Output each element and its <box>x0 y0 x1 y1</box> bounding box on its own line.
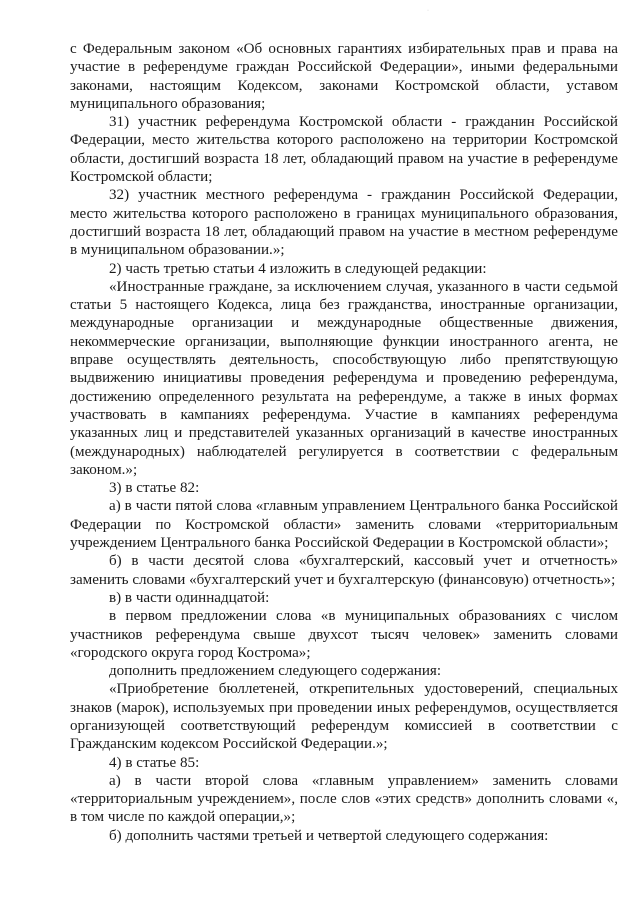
paragraph-article-85-b: б) дополнить частями третьей и четвертой следующего содержания: <box>109 827 549 844</box>
page-mark: · <box>427 8 429 14</box>
paragraph-intro: с Федеральным законом «Об основных гарантиях избирательных прав и права на участие в референдуме граждан Российской Федерации», иными федеральными законами, настоящим Кодексом, законами Костромской области, уставом муниципального образования; <box>70 41 618 112</box>
paragraph-item-2: 2) часть третью статьи 4 изложить в следующей редакции: <box>109 260 487 277</box>
paragraph-item-4: 4) в статье 85: <box>109 754 200 771</box>
paragraph-foreign-citizens: «Иностранные граждане, за исключением случая, указанного в части седьмой статьи 5 настоящего Кодекса, лица без гражданства, иностранные организации, международные организации и международные общественные движения, некоммерческие организации, выполняющие функции иностранного агента, не вправе осуществлять деятельность, способствующую либо препятствующую выдвижению инициативы проведения референдума и проведению референдума, достижению определенного результата на референдуме, а также в иных формах участвовать в кампаниях референдума. Участие в кампаниях референдума указанных лиц и представителей указанных организаций в качестве иностранных (международных) наблюдателей регулируется в соответствии с федеральным законом.»; <box>70 278 618 478</box>
paragraph-item-32: 32) участник местного референдума - гражданин Российской Федерации, место жительства которого расположено в границах муниципального образования, достигший возраста 18 лет, обладающий правом на участие в местном референдуме в муниципальном образовании.»; <box>70 187 618 259</box>
paragraph-article-82-v: в) в части одиннадцатой: <box>109 589 270 606</box>
paragraph-article-82-v-add: дополнить предложением следующего содержания: <box>109 663 442 680</box>
paragraph-article-85-a: а) в части второй слова «главным управлением» заменить словами «территориальным учреждением», после слов «этих средств» дополнить словами «, в том числе по каждой операции,»; <box>70 772 618 826</box>
paragraph-item-3: 3) в статье 82: <box>109 480 200 497</box>
paragraph-article-82-v-first: в первом предложении слова «в муниципальных образованиях с числом участников референдума свыше двухсот тысяч человек» заменить словами «городского округа город Кострома»; <box>70 608 618 661</box>
document-body <box>70 40 618 845</box>
paragraph-article-82-a: а) в части пятой слова «главным управлением Центрального банка Российской Федерации по Костромской области» заменить словами «территориальным учреждением Центрального банка Российской Федерации в Костромской области»; <box>70 498 618 552</box>
paragraph-item-31: 31) участник референдума Костромской области - гражданин Российской Федерации, место жительства которого расположено на территории Костромской области, достигший возраста 18 лет, обладающий правом на участие в референдуме Костромской области; <box>70 114 618 186</box>
paragraph-article-82-v-acquisition: «Приобретение бюллетеней, открепительных удостоверений, специальных знаков (марок), используемых при проведении иных референдумов, осуществляется организующей соответствующий референдум комиссией в соответствии с Гражданским кодексом Российской Федерации.»; <box>70 681 618 753</box>
paragraph-article-82-b: б) в части десятой слова «бухгалтерский, кассовый учет и отчетность» заменить словами «бухгалтерский учет и бухгалтерскую (финансовую) отчетность»; <box>70 553 618 588</box>
